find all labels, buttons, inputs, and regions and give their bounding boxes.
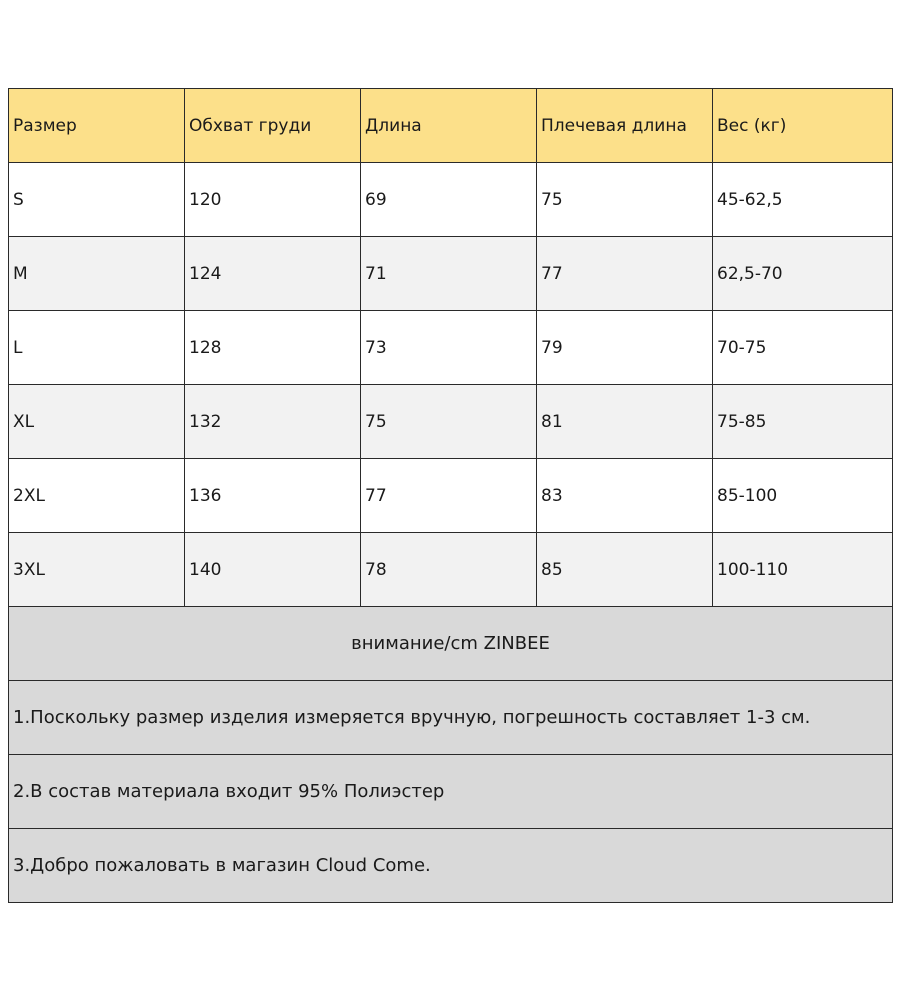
cell-length: 75 [361, 385, 537, 459]
note-welcome: 3.Добро пожаловать в магазин Cloud Come. [9, 829, 893, 903]
note-measurement-error: 1.Поскольку размер изделия измеряется вручную, погрешность составляет 1-3 см. [9, 681, 893, 755]
header-weight: Вес (кг) [713, 89, 893, 163]
cell-size: 2XL [9, 459, 185, 533]
cell-shoulder-length: 75 [537, 163, 713, 237]
table-row [9, 459, 893, 533]
cell-shoulder-length: 79 [537, 311, 713, 385]
note-title-row [9, 607, 893, 681]
cell-weight: 70-75 [713, 311, 893, 385]
header-size: Размер [9, 89, 185, 163]
cell-size: M [9, 237, 185, 311]
cell-length: 69 [361, 163, 537, 237]
table-row [9, 237, 893, 311]
cell-weight: 100-110 [713, 533, 893, 607]
cell-weight: 75-85 [713, 385, 893, 459]
cell-weight: 62,5-70 [713, 237, 893, 311]
cell-length: 78 [361, 533, 537, 607]
header-shoulder-length: Плечевая длина [537, 89, 713, 163]
cell-size: XL [9, 385, 185, 459]
note-title: внимание/cm ZINBEE [9, 607, 893, 681]
cell-size: 3XL [9, 533, 185, 607]
note-row [9, 755, 893, 829]
cell-chest: 136 [185, 459, 361, 533]
table-row [9, 533, 893, 607]
table-row [9, 311, 893, 385]
cell-shoulder-length: 83 [537, 459, 713, 533]
size-chart-table [8, 88, 893, 903]
cell-shoulder-length: 85 [537, 533, 713, 607]
note-row [9, 681, 893, 755]
header-length: Длина [361, 89, 537, 163]
cell-size: L [9, 311, 185, 385]
note-row [9, 829, 893, 903]
cell-length: 71 [361, 237, 537, 311]
cell-chest: 132 [185, 385, 361, 459]
note-material: 2.В состав материала входит 95% Полиэстер [9, 755, 893, 829]
cell-chest: 128 [185, 311, 361, 385]
cell-weight: 45-62,5 [713, 163, 893, 237]
table-header-row [9, 89, 893, 163]
table-row [9, 385, 893, 459]
cell-chest: 120 [185, 163, 361, 237]
cell-weight: 85-100 [713, 459, 893, 533]
table-row [9, 163, 893, 237]
cell-shoulder-length: 77 [537, 237, 713, 311]
header-chest: Обхват груди [185, 89, 361, 163]
cell-shoulder-length: 81 [537, 385, 713, 459]
cell-length: 73 [361, 311, 537, 385]
cell-chest: 140 [185, 533, 361, 607]
cell-chest: 124 [185, 237, 361, 311]
cell-length: 77 [361, 459, 537, 533]
cell-size: S [9, 163, 185, 237]
